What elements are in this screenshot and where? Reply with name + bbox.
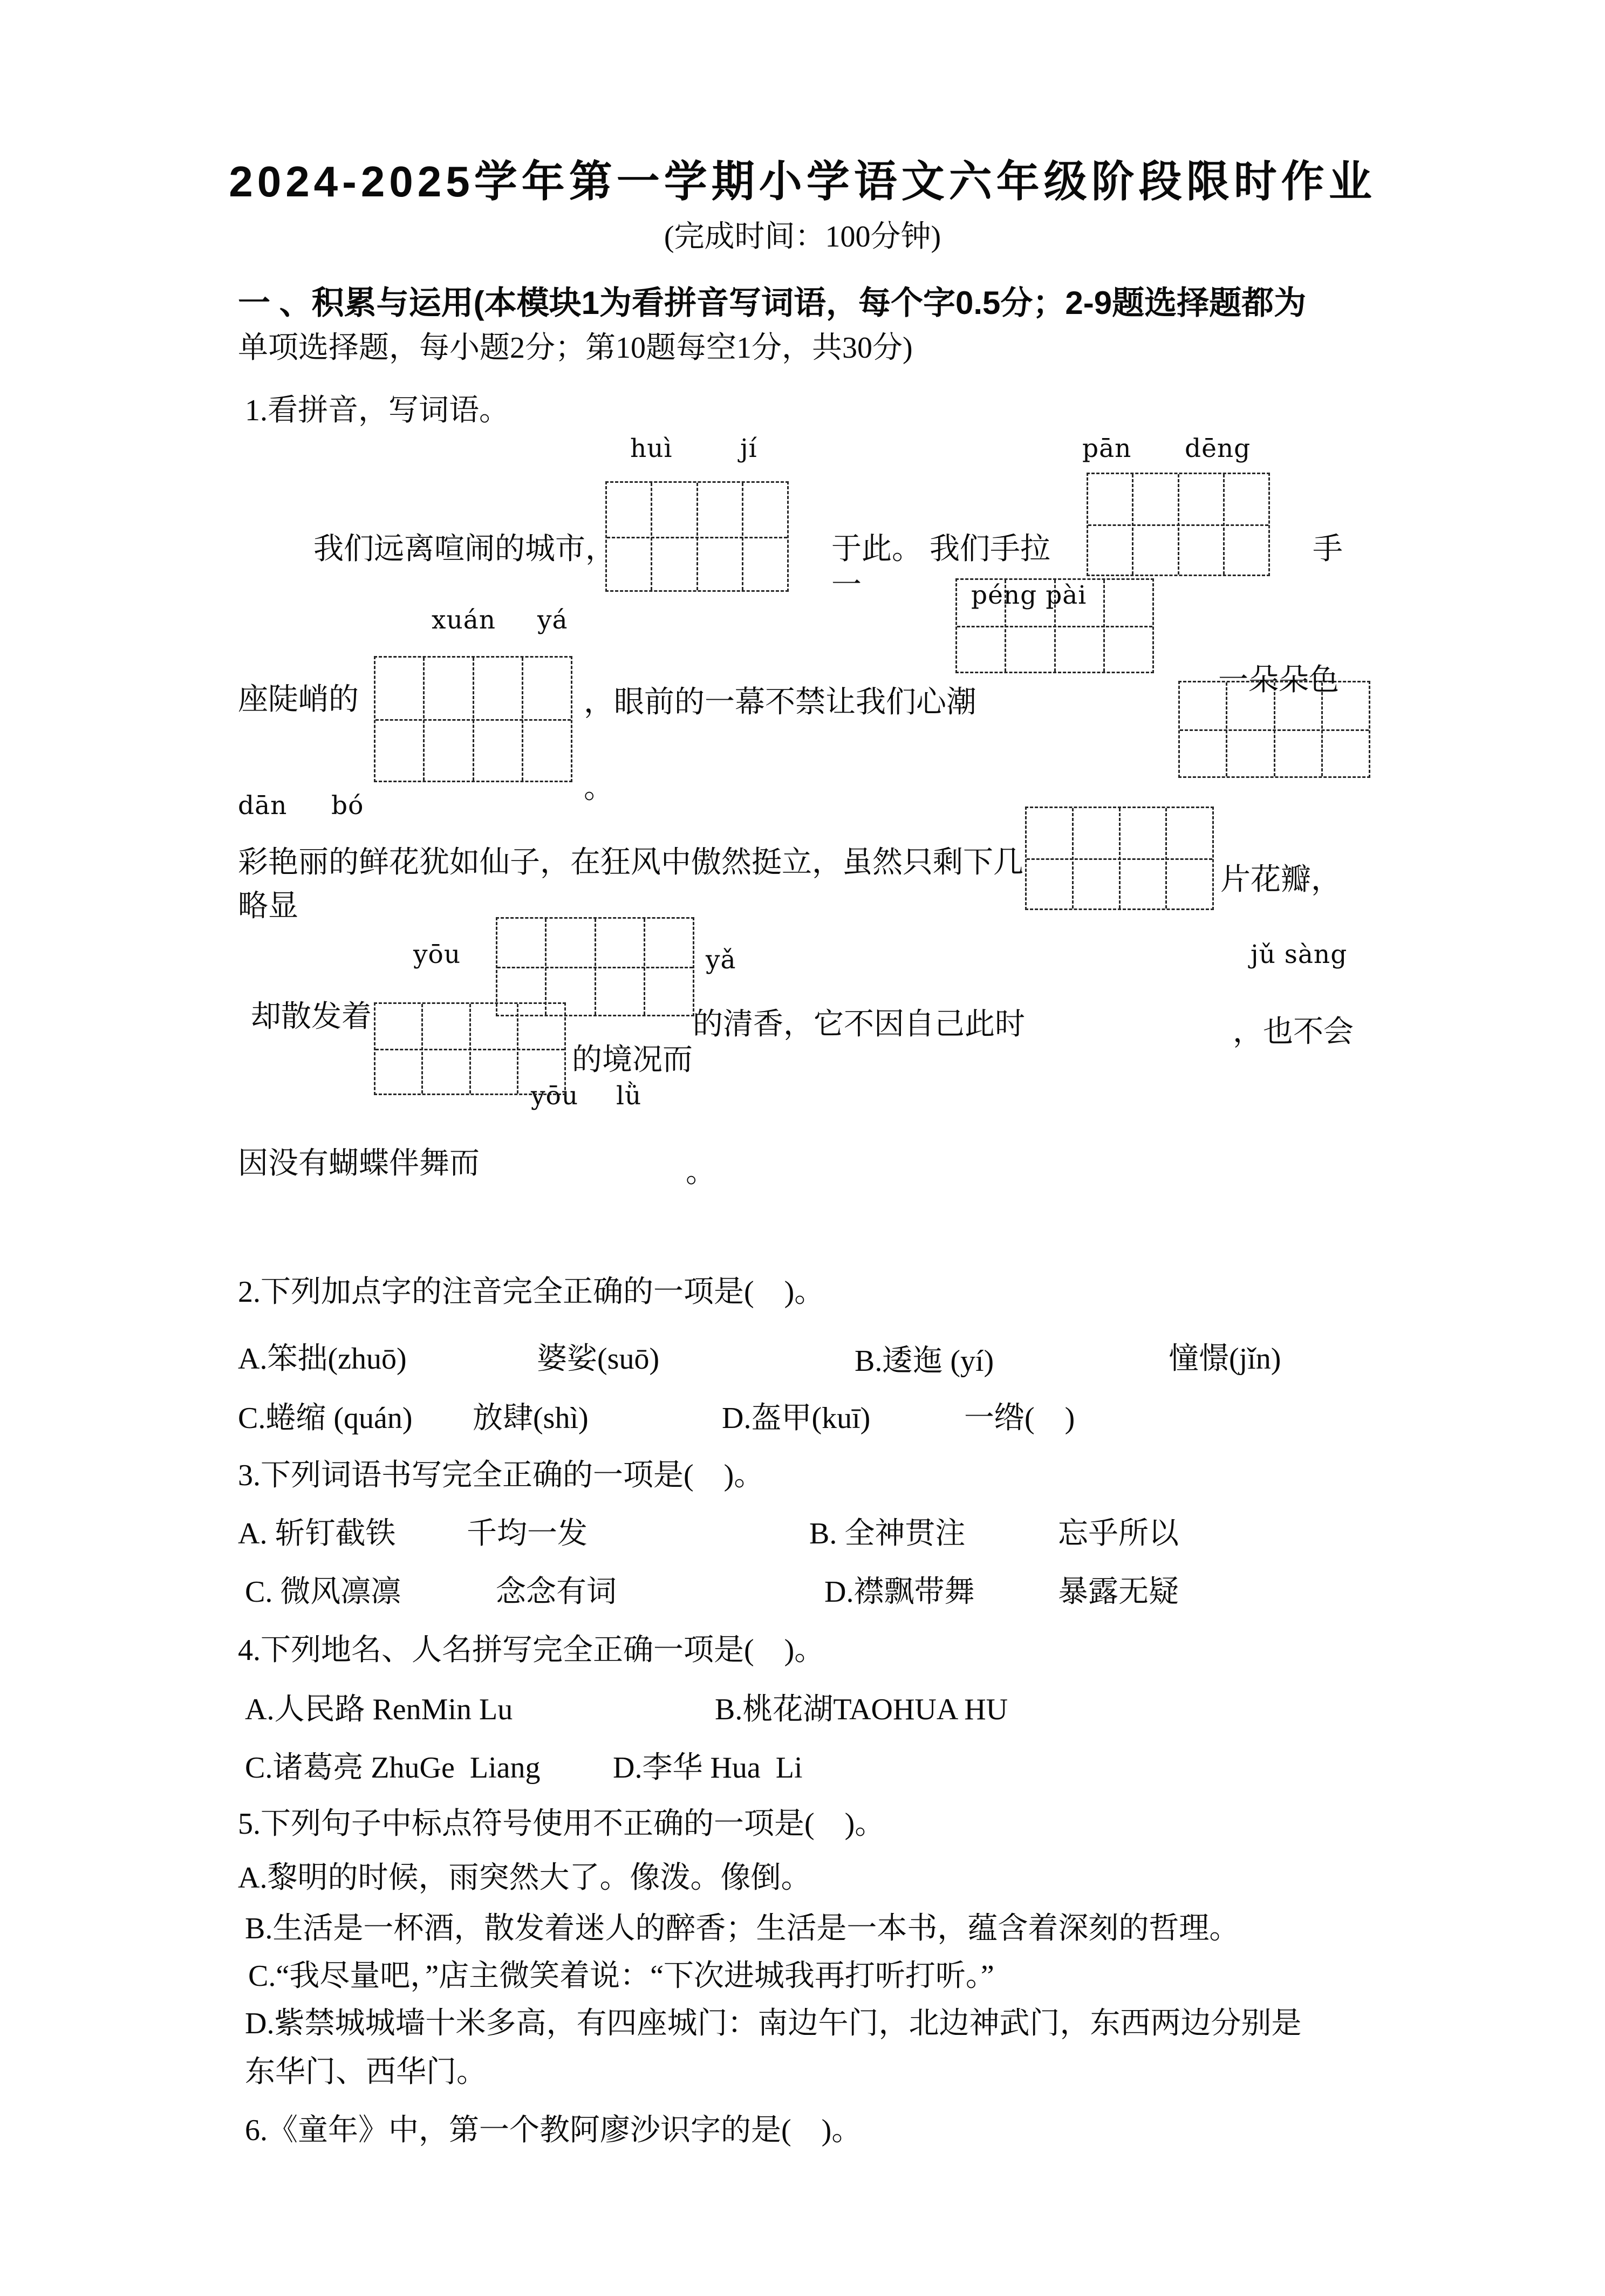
q3-option-b: B. 全神贯注: [809, 1517, 966, 1550]
grid-cell: [423, 1004, 470, 1094]
pinyin-label-ji: jí: [740, 434, 757, 463]
q4-option-a: A.人民路 RenMin Lu: [245, 1693, 513, 1726]
pinyin-label-you-2: yōu: [531, 1081, 579, 1111]
grid-cell: [596, 919, 645, 1015]
section-heading-cont: 单项选择题，每小题2分；第10题每空1分，共30分): [238, 331, 913, 365]
q5-option-a: A.黎明的时候，雨突然大了。像泼。像倒。: [238, 1861, 811, 1895]
q2-option-a: A.笨拙(zhuō): [238, 1342, 407, 1376]
q1-text-run: 因没有蝴蝶伴舞而: [238, 1147, 480, 1180]
q5-option-d-cont: 东华门、西华门。: [245, 2055, 487, 2089]
grid-cell: [518, 1004, 564, 1094]
q5-option-d: D.紫禁城城墙十米多高，有四座城门：南边午门，北边神武门，东西两边分别是: [245, 2007, 1302, 2040]
q1-text-run: 略显: [238, 890, 298, 923]
q1-text-run: 手: [1313, 532, 1343, 566]
q1-text-run: 的境况而: [572, 1043, 693, 1077]
grid-cell: [474, 658, 523, 781]
answer-grid-huiji: [605, 481, 789, 592]
q2-option-c: C.蜷缩 (quán): [238, 1402, 413, 1435]
pinyin-label-pan: pān: [1082, 434, 1132, 463]
q3-option-a2: 千均一发: [467, 1517, 588, 1550]
q3-option-c2: 念念有词: [496, 1575, 617, 1609]
answer-grid-youya: [496, 917, 694, 1016]
answer-grid-danbo: [1025, 807, 1214, 910]
grid-cell: [652, 483, 698, 590]
grid-cell: [471, 1004, 518, 1094]
q3-option-c: C. 微风凛凛: [245, 1575, 401, 1609]
q3-option-d2: 暴露无疑: [1058, 1575, 1179, 1609]
q2-option-c2: 放肆(shì): [473, 1402, 589, 1435]
doc-title: 2024-2025学年第一学期小学语文六年级阶段限时作业: [229, 158, 1376, 206]
pinyin-label-deng: dēng: [1185, 434, 1251, 463]
grid-cell: [523, 658, 571, 781]
q1-text-run: 。: [584, 771, 614, 805]
q1-text-run: ，也不会: [1233, 1015, 1354, 1049]
q5-option-b: B.生活是一杯酒，散发着迷人的醉香；生活是一本书，蕴含着深刻的哲理。: [245, 1912, 1240, 1945]
grid-cell: [1179, 474, 1225, 575]
section-heading: 一 、积累与运用(本模块1为看拼音写词语，每个字0.5分；2-9题选择题都为: [238, 285, 1307, 321]
q2-option-b2: 憧憬(jǐn): [1169, 1342, 1281, 1376]
q1-text-run: 彩艳丽的鲜花犹如仙子，在狂风中傲然挺立，虽然只剩下几: [238, 846, 1023, 879]
grid-cell: [1225, 474, 1268, 575]
grid-cell: [1088, 474, 1133, 575]
grid-cell: [547, 919, 596, 1015]
grid-cell: [1027, 808, 1074, 908]
q1-text-run: ，眼前的一幕不禁让我们心潮: [584, 686, 976, 719]
q1-text-run: 。: [686, 1156, 716, 1189]
q5-stem: 5.下列句子中标点符号使用不正确的一项是( )。: [238, 1807, 885, 1841]
grid-cell: [375, 1004, 423, 1094]
grid-cell: [1121, 808, 1167, 908]
q1-text-run: 座陡峭的: [238, 683, 359, 716]
q1-text-run: 的清香，它不因自己此时: [693, 1008, 1025, 1041]
q2-option-a2: 婆娑(suō): [537, 1342, 660, 1376]
grid-cell: [698, 483, 743, 590]
grid-cell: [645, 919, 693, 1015]
grid-cell: [1074, 808, 1121, 908]
grid-cell: [1105, 580, 1152, 672]
q1-text-run: 却散发着: [251, 1000, 372, 1034]
answer-grid-youlv: [374, 1002, 566, 1095]
grid-cell: [375, 658, 425, 781]
pinyin-label-jusang: jǔ sàng: [1251, 940, 1348, 969]
grid-cell: [743, 483, 787, 590]
q3-option-b2: 忘乎所以: [1058, 1517, 1179, 1550]
grid-cell: [1167, 808, 1212, 908]
q2-option-d: D.盔甲(kuī): [722, 1402, 871, 1435]
q3-option-d: D.襟飘带舞: [824, 1575, 975, 1609]
grid-cell: [497, 919, 547, 1015]
q3-stem: 3.下列词语书写完全正确的一项是( )。: [238, 1459, 764, 1492]
pinyin-label-ya: yá: [537, 605, 568, 635]
pinyin-label-xuan: xuán: [432, 605, 496, 635]
q4-option-c: C.诸葛亮 ZhuGe Liang: [245, 1751, 541, 1785]
q3-option-a: A. 斩钉截铁: [238, 1517, 396, 1550]
grid-cell: [425, 658, 474, 781]
q2-option-b: B.逶迤 (yí): [855, 1344, 994, 1378]
pinyin-label-bo: bó: [331, 791, 364, 821]
doc-subtitle: (完成时间：100分钟): [664, 220, 941, 254]
answer-grid-xuanya: [374, 656, 572, 782]
q1-text-run: 一: [831, 569, 862, 602]
pinyin-label-pengpai: péng pài: [971, 580, 1087, 610]
q5-option-c: C.“我尽量吧，”店主微笑着说：“下次进城我再打听打听。”: [248, 1959, 994, 1993]
pinyin-label-hui: huì: [630, 434, 673, 463]
q2-option-d2: 一绺( ): [964, 1402, 1075, 1435]
pinyin-label-ya-2: yǎ: [706, 945, 736, 975]
pinyin-label-dan: dān: [238, 791, 288, 821]
q1-text-run: 我们远离喧闹的城市，: [313, 532, 616, 566]
grid-cell: [1133, 474, 1179, 575]
q4-option-d: D.李华 Hua Li: [613, 1751, 803, 1785]
pinyin-label-you-1: yōu: [413, 940, 461, 969]
q1-text-run: 片花瓣，: [1220, 863, 1341, 897]
q2-stem: 2.下列加点字的注音完全正确的一项是( )。: [238, 1275, 825, 1309]
q1-text-run: 一朵朵色: [1218, 664, 1339, 697]
q1-label: 1.看拼音，写词语。: [245, 394, 509, 427]
q1-text-run: 于此。 我们手拉: [831, 532, 1050, 566]
q4-option-b: B.桃花湖TAOHUA HU: [715, 1693, 1008, 1726]
answer-grid-pandeng: [1087, 473, 1270, 576]
pinyin-label-lv: lǜ: [616, 1081, 642, 1111]
q6-stem: 6.《童年》中，第一个教阿廖沙识字的是( )。: [245, 2114, 862, 2147]
q4-stem: 4.下列地名、人名拼写完全正确一项是( )。: [238, 1634, 825, 1667]
